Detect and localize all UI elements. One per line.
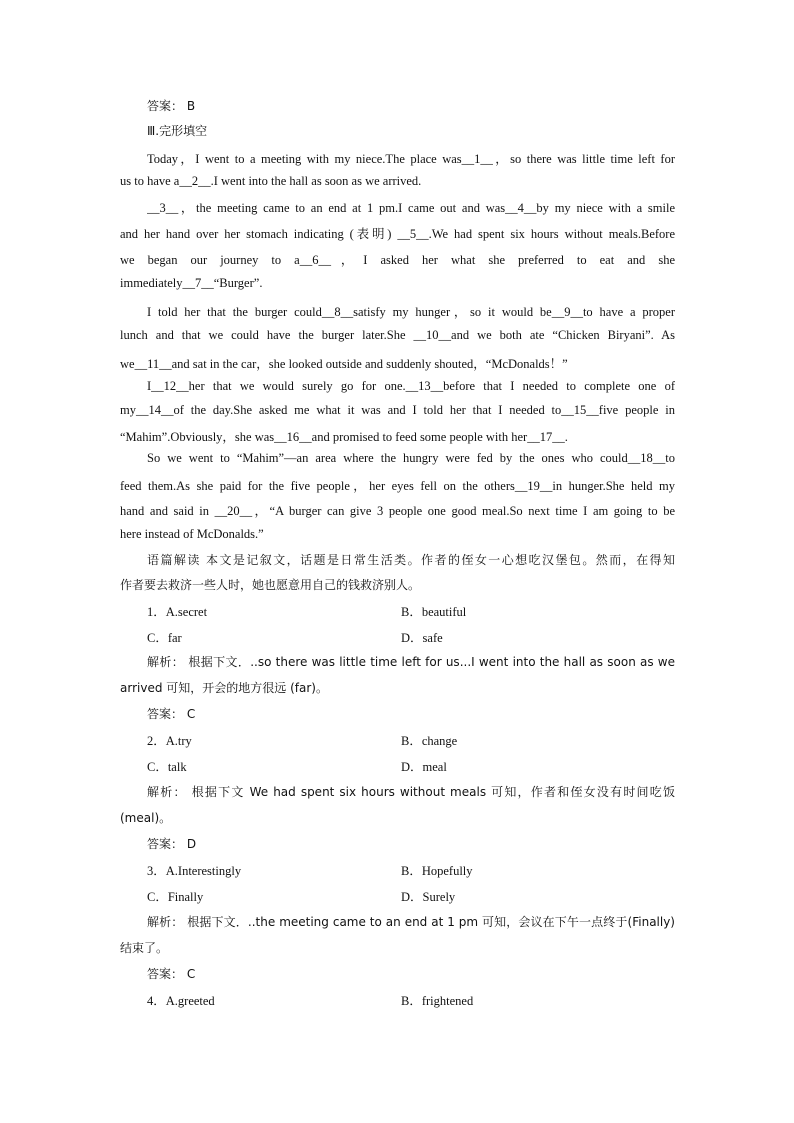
passage-line: we__11__and sat in the car，she looked outside and suddenly shouted，“McDonalds！” — [120, 357, 568, 371]
option-a: 2．A.try — [147, 734, 192, 748]
passage-line: my__14__of the day.She asked me what it was and I told her that I needed to__15__five people in — [120, 403, 675, 417]
passage-line: __3__，the meeting came to an end at 1 pm.I came out and was__4__by my niece with a smile — [147, 201, 675, 215]
option-a: 4．A.greeted — [147, 994, 215, 1008]
passage-line: Today，I went to a meeting with my niece.The place was__1__，so there was little time left for — [147, 152, 675, 166]
option-d: D．Surely — [401, 890, 456, 904]
passage-line: “Mahim”.Obviously，she was__16__and promised to feed some people with her__17__. — [120, 430, 568, 444]
option-c: C．Finally — [147, 890, 204, 904]
answer-line: 答案： B — [147, 99, 196, 113]
analysis-line: 语篇解读 本文是记叙文，话题是日常生活类。作者的侄女一心想吃汉堡包。然而，在得知 — [147, 553, 675, 567]
answer-line: 答案： C — [147, 967, 196, 981]
answer-line: 答案： C — [147, 707, 196, 721]
passage-line: So we went to “Mahim”—an area where the hungry were fed by the ones who could__18__to — [147, 451, 675, 465]
passage-line: immediately__7__“Burger”. — [120, 276, 263, 290]
option-b: B．change — [401, 734, 458, 748]
passage-line: lunch and that we could have the burger later.She __10__and we both ate “Chicken Biryani”. As — [120, 328, 675, 342]
option-d: D．safe — [401, 631, 443, 645]
option-c: C．talk — [147, 760, 187, 774]
passage-line: feed them.As she paid for the five people，her eyes fell on the others__19__in hunger.She held my — [120, 479, 675, 493]
passage-line: hand and said in __20__，“A burger can give 3 people one good meal.So next time I am going to be — [120, 504, 675, 518]
explanation-line: 解析： 根据下文 We had spent six hours without meals 可知，作者和侄女没有时间吃饭 — [147, 785, 675, 799]
option-b: B．Hopefully — [401, 864, 473, 878]
passage-line: I told her that the burger could__8__satisfy my hunger，so it would be__9__to have a proper — [147, 305, 675, 319]
option-d: D．meal — [401, 760, 447, 774]
analysis-line: 作者要去救济一些人时，她也愿意用自己的钱救济别人。 — [120, 578, 421, 592]
section-heading: Ⅲ.完形填空 — [147, 124, 208, 138]
option-b: B．beautiful — [401, 605, 467, 619]
explanation-line: (meal)。 — [120, 811, 172, 825]
answer-line: 答案： D — [147, 837, 197, 851]
option-b: B．frightened — [401, 994, 474, 1008]
option-a: 3．A.Interestingly — [147, 864, 242, 878]
explanation-line: arrived 可知，开会的地方很远 (far)。 — [120, 681, 328, 695]
explanation-line: 解析： 根据下文．..the meeting came to an end at 1 pm 可知，会议在下午一点终于(Finally) — [147, 915, 675, 929]
option-a: 1．A.secret — [147, 605, 208, 619]
explanation-line: 结束了。 — [120, 941, 169, 955]
option-c: C．far — [147, 631, 182, 645]
passage-line: we began our journey to a__6__，I asked her what she preferred to eat and she — [120, 253, 675, 267]
passage-line: here instead of McDonalds.” — [120, 527, 264, 541]
explanation-line: 解析： 根据下文．..so there was little time left for us...I went into the hall as soon as we — [147, 655, 675, 669]
passage-line: I__12__her that we would surely go for one.__13__before that I needed to complete one of — [147, 379, 675, 393]
passage-line: us to have a__2__.I went into the hall as soon as we arrived. — [120, 174, 422, 188]
passage-line: and her hand over her stomach indicating (表明) __5__.We had spent six hours without meals.Before — [120, 227, 675, 241]
